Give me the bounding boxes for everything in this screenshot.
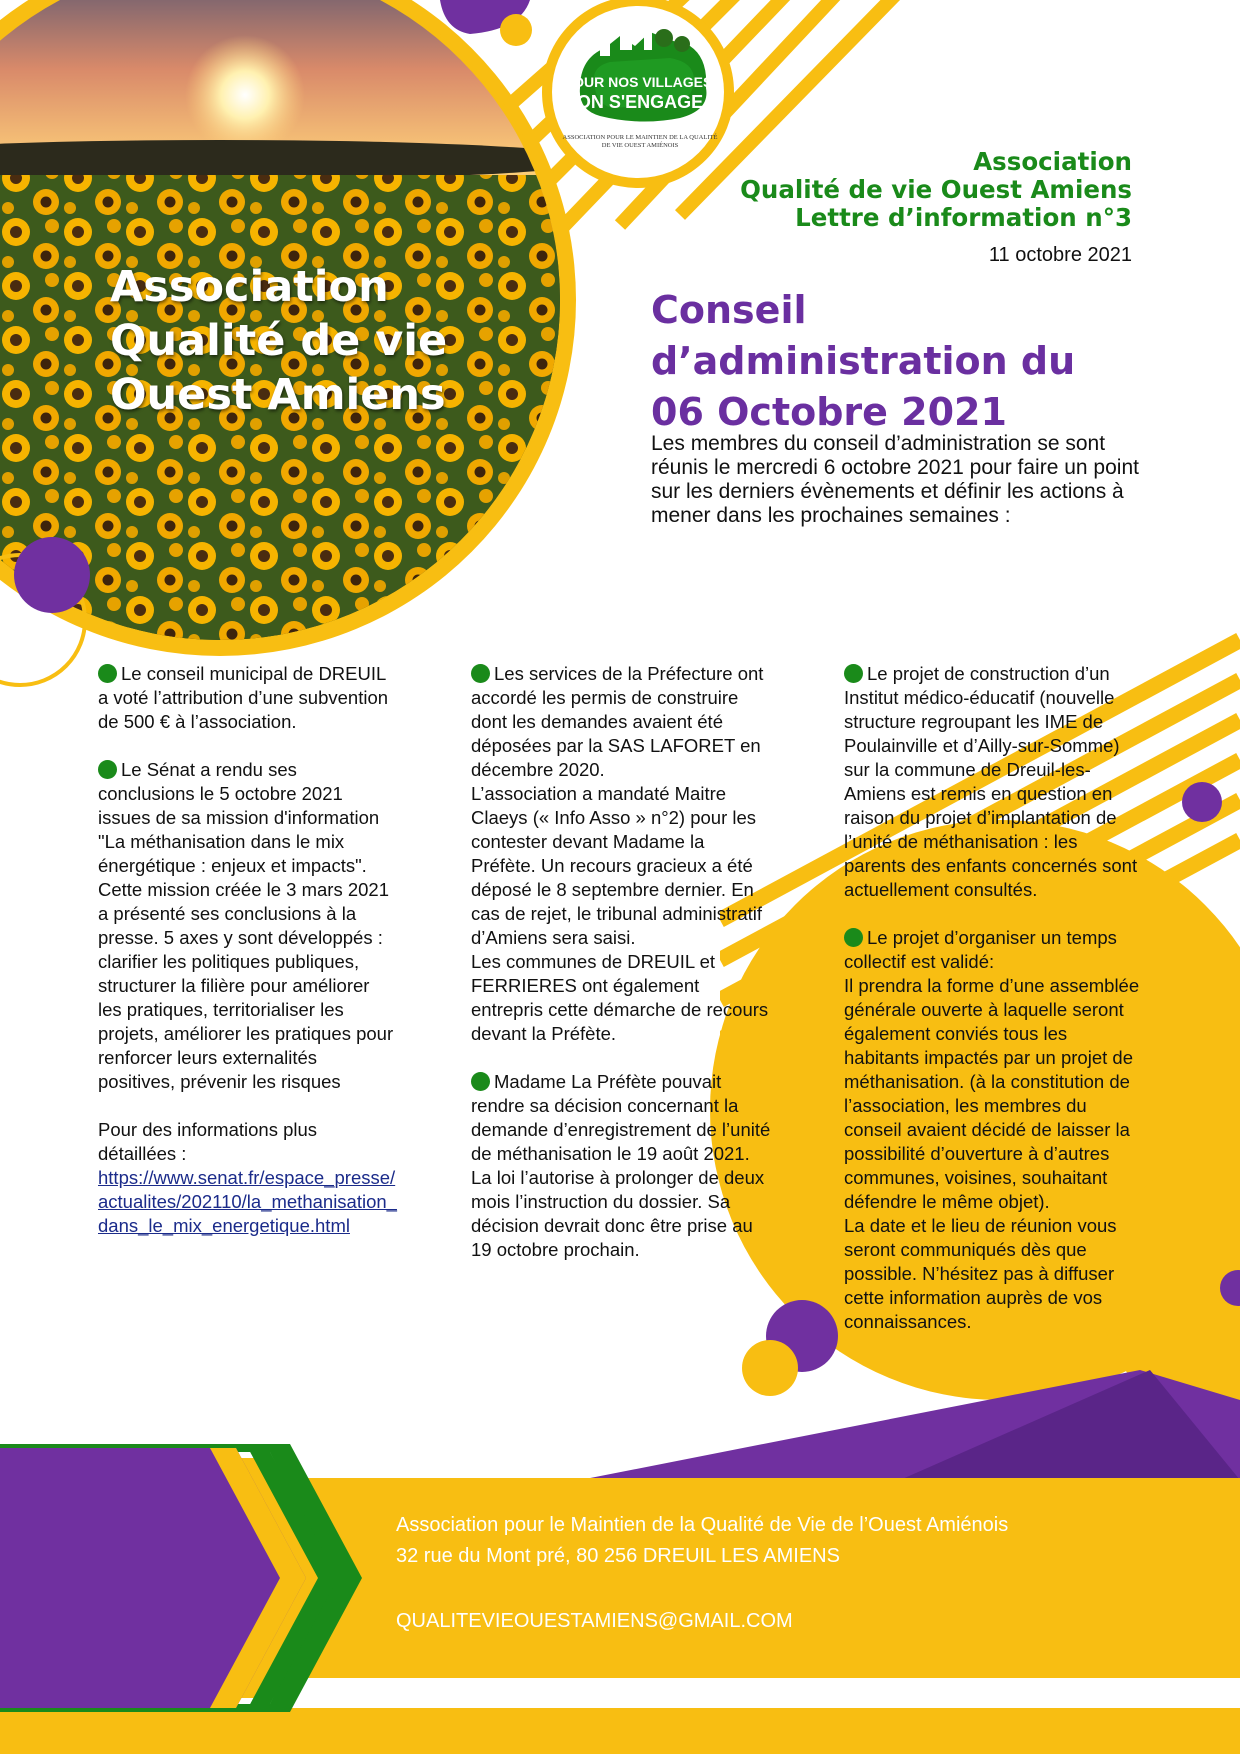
- header-line-2: Qualité de vie Ouest Amiens: [740, 175, 1132, 204]
- col1-more-info: Pour des informations plus détaillées :: [98, 1119, 318, 1164]
- col2-item-prefete: Madame La Préfète pouvait rendre sa décision concernant la demande d’enregistrement de l’unité de méthanisation le 19 août 2021. La loi l’autorise à prolonger de deux mois l’instruction du dossier. Sa décision devrait donc être prise au 19 octobre prochain.: [471, 1071, 771, 1260]
- col2-item-communes: Les communes de DREUIL et FERRIERES ont également entrepris cette démarche de recours devant la Préfète.: [471, 951, 769, 1044]
- footer-address: [396, 1510, 1156, 1572]
- article-title: [651, 285, 1131, 438]
- newsletter-date: 11 octobre 2021: [988, 244, 1132, 266]
- col2-item-recours: L’association a mandaté Maitre Claeys (« Info Asso » n°2) pour les contester devant Madame la Préfète. Un recours gracieux a été déposé le 8 septembre dernier. En cas de rejet, le tribunal administratif d’Amiens sera saisi.: [471, 783, 762, 948]
- hero-title-line-3: Ouest Amiens: [110, 370, 446, 420]
- bullet-icon: [844, 928, 863, 947]
- article-intro: Les membres du conseil d’administration se sont réunis le mercredi 6 octobre 2021 pour faire un point sur les derniers évènements et définir les actions à mener dans les prochaines semaines :: [651, 432, 1139, 527]
- col1-item-senat: Le Sénat a rendu ses conclusions le 5 octobre 2021 issues de sa mission d'information "La méthanisation dans le mix énergétique : enjeux et impacts".: [98, 759, 380, 876]
- newsletter-header: [740, 148, 1132, 232]
- hero-title-line-2: Qualité de vie: [110, 316, 448, 366]
- logo-subtitle: ASSOCIATION POUR LE MAINTIEN DE LA QUALITÉ DE VIE OUEST AMIÉNOIS: [562, 134, 718, 149]
- footer-email[interactable]: QUALITEVIEOUESTAMIENS@GMAIL.COM: [396, 1610, 793, 1632]
- col3-item-institut: Le projet de construction d’un Institut médico-éducatif (nouvelle structure regroupant les IME de Poulainville et d’Ailly-sur-Somme) sur la commune de Dreuil-les-Amiens est remis en question en raison du projet d’implantation de l’unité de méthanisation : les parents des enfants concernés sont actuellement consultés.: [844, 663, 1138, 900]
- footer-association-name: Association pour le Maintien de la Qualité de Vie de l’Ouest Amiénois: [396, 1514, 1009, 1536]
- bullet-icon: [844, 664, 863, 683]
- header-line-1: Association: [973, 147, 1132, 176]
- hero-title: [110, 260, 530, 422]
- bullet-icon: [98, 664, 117, 683]
- col3-item-temps-collectif: Le projet d’organiser un temps collectif est validé:: [844, 927, 1117, 972]
- association-logo: [560, 18, 720, 158]
- article-title-line-1: Conseil: [651, 288, 807, 332]
- header-line-3: Lettre d’information n°3: [795, 203, 1132, 232]
- article-title-line-2: d’administration du: [651, 339, 1076, 383]
- col1-item-senat-details: Cette mission créée le 3 mars 2021 a présenté ses conclusions à la presse. 5 axes y sont développés : clarifier les politiques publiques, structurer la filière pour améliorer les pratiques, territorialiser les projets, améliorer les pratiques pour renforcer leurs externalités positives, prévenir les risques: [98, 879, 394, 1092]
- column-2: [471, 662, 771, 1262]
- logo-line-2: ON S'ENGAGE: [576, 92, 704, 112]
- hero-title-line-1: Association: [110, 262, 389, 312]
- col3-item-date-lieu: La date et le lieu de réunion vous seront communiqués dès que possible. N’hésitez pas à diffuser cette information auprès de vos connaissances.: [844, 1215, 1117, 1332]
- column-3: [844, 662, 1144, 1334]
- col2-item-permis: Les services de la Préfecture ont accordé les permis de construire dont les demandes avaient été déposées par la SAS LAFORET en décembre 2020.: [471, 663, 764, 780]
- bullet-icon: [471, 1072, 490, 1091]
- bullet-icon: [471, 664, 490, 683]
- senat-link[interactable]: https://www.senat.fr/espace_presse/actualites/202110/la_methanisation_dans_le_mix_energetique.html: [98, 1167, 397, 1236]
- column-1: [98, 662, 398, 1238]
- bullet-icon: [98, 760, 117, 779]
- footer-street-address: 32 rue du Mont pré, 80 256 DREUIL LES AMIENS: [396, 1545, 840, 1567]
- col3-item-assemblee: Il prendra la forme d’une assemblée générale ouverte à laquelle seront également conviés tous les habitants impactés par un projet de méthanisation. (à la constitution de l’association, les membres du conseil avaient décidé de laisser la possibilité d’ouverture à d’autres communes, voisines, souhaitant défendre le même objet).: [844, 975, 1140, 1212]
- col1-item-subvention: Le conseil municipal de DREUIL a voté l’attribution d’une subvention de 500 € à l’association.: [98, 663, 389, 732]
- article-title-line-3: 06 Octobre 2021: [651, 390, 1007, 434]
- logo-line-1: POUR NOS VILLAGES,: [563, 74, 717, 90]
